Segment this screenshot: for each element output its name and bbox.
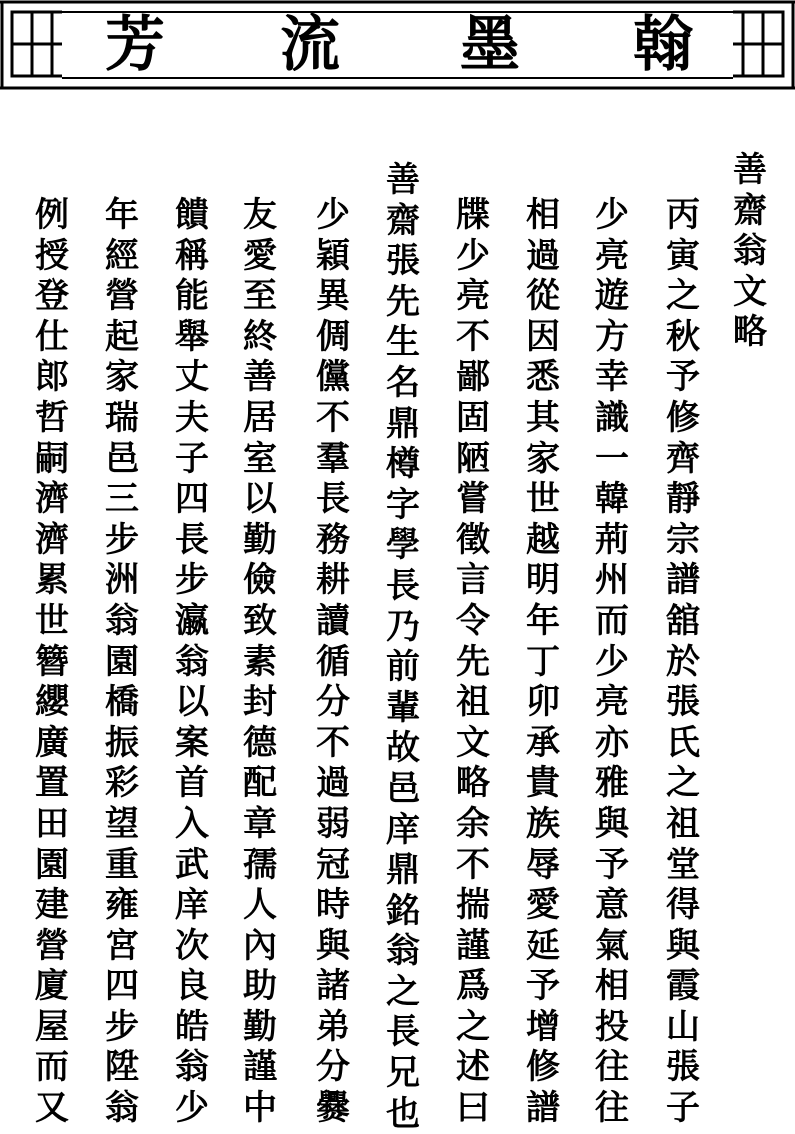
glyph: 文 bbox=[456, 722, 490, 763]
text-column bbox=[661, 195, 705, 1129]
glyph: 循 bbox=[316, 641, 350, 682]
glyph: 少 bbox=[456, 235, 490, 276]
glyph: 瑞 bbox=[105, 397, 139, 438]
glyph: 重 bbox=[105, 844, 139, 885]
glyph: 德 bbox=[243, 722, 277, 763]
text-column bbox=[100, 195, 144, 1129]
glyph: 幸 bbox=[595, 357, 629, 398]
glyph: 長 bbox=[386, 565, 420, 606]
glyph: 致 bbox=[243, 600, 277, 641]
glyph: 哲 bbox=[35, 397, 69, 438]
glyph: 嘗 bbox=[456, 479, 490, 520]
glyph: 意 bbox=[595, 885, 629, 926]
glyph: 少 bbox=[316, 195, 350, 235]
glyph: 固 bbox=[456, 397, 490, 438]
glyph: 步 bbox=[105, 1006, 139, 1047]
glyph: 齋 bbox=[733, 190, 767, 231]
title-banner bbox=[0, 0, 795, 100]
glyph: 與 bbox=[595, 803, 629, 844]
glyph: 齋 bbox=[386, 200, 420, 241]
glyph: 彩 bbox=[105, 763, 139, 804]
glyph: 田 bbox=[35, 803, 69, 844]
glyph: 簪 bbox=[35, 641, 69, 682]
glyph: 乃 bbox=[386, 606, 420, 647]
glyph: 堂 bbox=[666, 844, 700, 885]
glyph: 瀛 bbox=[175, 600, 209, 641]
glyph: 武 bbox=[175, 844, 209, 885]
glyph: 世 bbox=[526, 479, 560, 520]
glyph: 授 bbox=[35, 235, 69, 276]
glyph: 略 bbox=[733, 312, 767, 353]
glyph: 越 bbox=[526, 519, 560, 560]
glyph: 陋 bbox=[456, 438, 490, 479]
glyph: 族 bbox=[526, 803, 560, 844]
glyph: 廈 bbox=[35, 966, 69, 1007]
text-column bbox=[170, 195, 214, 1129]
vertical-text-body bbox=[0, 150, 795, 1134]
glyph: 起 bbox=[105, 316, 139, 357]
glyph: 舘 bbox=[666, 600, 700, 641]
glyph: 置 bbox=[35, 763, 69, 804]
glyph: 以 bbox=[175, 682, 209, 723]
glyph: 庠 bbox=[386, 809, 420, 850]
glyph: 少 bbox=[175, 1088, 209, 1129]
right-fret-ornament bbox=[733, 12, 783, 76]
glyph: 丈 bbox=[175, 357, 209, 398]
glyph: 亮 bbox=[595, 235, 629, 276]
title-char-1: 芳 bbox=[105, 10, 165, 80]
glyph: 揣 bbox=[456, 885, 490, 926]
glyph: 庠 bbox=[175, 885, 209, 926]
text-column bbox=[451, 195, 495, 1129]
glyph: 張 bbox=[666, 1047, 700, 1088]
glyph: 室 bbox=[243, 438, 277, 479]
glyph: 辱 bbox=[526, 844, 560, 885]
glyph: 因 bbox=[526, 316, 560, 357]
glyph: 冠 bbox=[316, 844, 350, 885]
glyph: 其 bbox=[526, 397, 560, 438]
glyph: 丁 bbox=[526, 641, 560, 682]
glyph: 雅 bbox=[595, 763, 629, 804]
glyph: 過 bbox=[526, 235, 560, 276]
text-column bbox=[30, 195, 74, 1129]
glyph: 勤 bbox=[243, 1006, 277, 1047]
glyph: 齊 bbox=[666, 438, 700, 479]
glyph: 過 bbox=[316, 763, 350, 804]
glyph: 於 bbox=[666, 641, 700, 682]
glyph: 營 bbox=[35, 925, 69, 966]
glyph: 時 bbox=[316, 885, 350, 926]
glyph: 饋 bbox=[175, 195, 209, 235]
glyph: 步 bbox=[105, 519, 139, 560]
glyph: 識 bbox=[595, 397, 629, 438]
glyph: 不 bbox=[456, 316, 490, 357]
glyph: 皓 bbox=[175, 1006, 209, 1047]
glyph: 投 bbox=[595, 1006, 629, 1047]
glyph: 之 bbox=[666, 763, 700, 804]
glyph: 亦 bbox=[595, 722, 629, 763]
glyph: 爲 bbox=[456, 966, 490, 1007]
heading-column bbox=[728, 150, 772, 353]
glyph: 鼎 bbox=[386, 850, 420, 891]
glyph: 長 bbox=[386, 1012, 420, 1053]
glyph: 故 bbox=[386, 728, 420, 769]
text-column bbox=[381, 160, 425, 1134]
glyph: 世 bbox=[35, 600, 69, 641]
glyph: 氏 bbox=[666, 722, 700, 763]
glyph: 友 bbox=[243, 195, 277, 235]
glyph: 振 bbox=[105, 722, 139, 763]
text-column bbox=[311, 195, 355, 1129]
glyph: 學 bbox=[386, 525, 420, 566]
glyph: 悉 bbox=[526, 357, 560, 398]
glyph: 諸 bbox=[316, 966, 350, 1007]
glyph: 輩 bbox=[386, 687, 420, 728]
glyph: 廣 bbox=[35, 722, 69, 763]
glyph: 相 bbox=[526, 195, 560, 235]
glyph: 務 bbox=[316, 519, 350, 560]
glyph: 山 bbox=[666, 1006, 700, 1047]
glyph: 令 bbox=[456, 600, 490, 641]
glyph: 鼎 bbox=[386, 403, 420, 444]
glyph: 封 bbox=[243, 682, 277, 723]
glyph: 一 bbox=[595, 438, 629, 479]
glyph: 章 bbox=[243, 803, 277, 844]
glyph: 之 bbox=[386, 971, 420, 1012]
glyph: 譜 bbox=[526, 1088, 560, 1129]
glyph: 登 bbox=[35, 276, 69, 317]
glyph: 邑 bbox=[105, 438, 139, 479]
glyph: 園 bbox=[35, 844, 69, 885]
glyph: 之 bbox=[456, 1006, 490, 1047]
glyph: 而 bbox=[595, 600, 629, 641]
glyph: 嗣 bbox=[35, 438, 69, 479]
glyph: 儻 bbox=[316, 357, 350, 398]
glyph: 羣 bbox=[316, 438, 350, 479]
glyph: 名 bbox=[386, 362, 420, 403]
glyph: 文 bbox=[733, 271, 767, 312]
glyph: 年 bbox=[105, 195, 139, 235]
glyph: 橋 bbox=[105, 682, 139, 723]
glyph: 人 bbox=[243, 885, 277, 926]
glyph: 長 bbox=[175, 519, 209, 560]
glyph: 纓 bbox=[35, 682, 69, 723]
glyph: 儉 bbox=[243, 560, 277, 601]
glyph: 建 bbox=[35, 885, 69, 926]
glyph: 仕 bbox=[35, 316, 69, 357]
glyph: 翁 bbox=[733, 231, 767, 272]
glyph: 牒 bbox=[456, 195, 490, 235]
glyph: 譜 bbox=[666, 560, 700, 601]
glyph: 州 bbox=[595, 560, 629, 601]
glyph: 孺 bbox=[243, 844, 277, 885]
title-char-3: 墨 bbox=[460, 10, 520, 80]
glyph: 言 bbox=[456, 560, 490, 601]
glyph: 長 bbox=[316, 479, 350, 520]
glyph: 靜 bbox=[666, 479, 700, 520]
glyph: 不 bbox=[316, 397, 350, 438]
glyph: 謹 bbox=[243, 1047, 277, 1088]
glyph: 貴 bbox=[526, 763, 560, 804]
glyph: 予 bbox=[595, 844, 629, 885]
glyph: 首 bbox=[175, 763, 209, 804]
glyph: 濟 bbox=[35, 479, 69, 520]
glyph: 也 bbox=[386, 1093, 420, 1134]
glyph: 良 bbox=[175, 966, 209, 1007]
glyph: 中 bbox=[243, 1088, 277, 1129]
text-column bbox=[521, 195, 565, 1129]
glyph: 稱 bbox=[175, 235, 209, 276]
glyph: 卯 bbox=[526, 682, 560, 723]
glyph: 翁 bbox=[105, 600, 139, 641]
glyph: 述 bbox=[456, 1047, 490, 1088]
glyph: 張 bbox=[666, 682, 700, 723]
glyph: 讀 bbox=[316, 600, 350, 641]
glyph: 翁 bbox=[386, 931, 420, 972]
glyph: 內 bbox=[243, 925, 277, 966]
glyph: 邑 bbox=[386, 768, 420, 809]
glyph: 愛 bbox=[526, 885, 560, 926]
glyph: 得 bbox=[666, 885, 700, 926]
glyph: 少 bbox=[595, 195, 629, 235]
glyph: 濟 bbox=[35, 519, 69, 560]
glyph: 丙 bbox=[666, 195, 700, 235]
glyph: 夫 bbox=[175, 397, 209, 438]
glyph: 終 bbox=[243, 316, 277, 357]
glyph: 與 bbox=[666, 925, 700, 966]
glyph: 荊 bbox=[595, 519, 629, 560]
title-char-4: 翰 bbox=[633, 10, 693, 80]
glyph: 倜 bbox=[316, 316, 350, 357]
glyph: 家 bbox=[526, 438, 560, 479]
glyph: 至 bbox=[243, 276, 277, 317]
glyph: 秋 bbox=[666, 316, 700, 357]
glyph: 子 bbox=[175, 438, 209, 479]
glyph: 不 bbox=[456, 844, 490, 885]
glyph: 曰 bbox=[456, 1088, 490, 1129]
left-fret-ornament bbox=[12, 12, 62, 76]
glyph: 翁 bbox=[175, 1047, 209, 1088]
glyph: 年 bbox=[526, 600, 560, 641]
glyph: 霞 bbox=[666, 966, 700, 1007]
glyph: 分 bbox=[316, 1047, 350, 1088]
glyph: 方 bbox=[595, 316, 629, 357]
glyph: 宗 bbox=[666, 519, 700, 560]
glyph: 字 bbox=[386, 484, 420, 525]
glyph: 異 bbox=[316, 276, 350, 317]
glyph: 徵 bbox=[456, 519, 490, 560]
glyph: 先 bbox=[456, 641, 490, 682]
glyph: 張 bbox=[386, 241, 420, 282]
glyph: 家 bbox=[105, 357, 139, 398]
glyph: 營 bbox=[105, 276, 139, 317]
glyph: 爨 bbox=[316, 1088, 350, 1129]
glyph: 四 bbox=[105, 966, 139, 1007]
glyph: 以 bbox=[243, 479, 277, 520]
glyph: 素 bbox=[243, 641, 277, 682]
glyph: 亮 bbox=[595, 682, 629, 723]
glyph: 鄙 bbox=[456, 357, 490, 398]
glyph: 往 bbox=[595, 1047, 629, 1088]
glyph: 屋 bbox=[35, 1006, 69, 1047]
glyph: 配 bbox=[243, 763, 277, 804]
title-char-2: 流 bbox=[280, 10, 340, 80]
glyph: 韓 bbox=[595, 479, 629, 520]
glyph: 愛 bbox=[243, 235, 277, 276]
glyph: 案 bbox=[175, 722, 209, 763]
glyph: 子 bbox=[666, 1088, 700, 1129]
glyph: 與 bbox=[316, 925, 350, 966]
glyph: 經 bbox=[105, 235, 139, 276]
glyph: 能 bbox=[175, 276, 209, 317]
glyph: 祖 bbox=[666, 803, 700, 844]
glyph: 承 bbox=[526, 722, 560, 763]
glyph: 三 bbox=[105, 479, 139, 520]
glyph: 翁 bbox=[175, 641, 209, 682]
glyph: 生 bbox=[386, 322, 420, 363]
glyph: 勤 bbox=[243, 519, 277, 560]
glyph: 宮 bbox=[105, 925, 139, 966]
glyph: 之 bbox=[666, 276, 700, 317]
glyph: 望 bbox=[105, 803, 139, 844]
glyph: 不 bbox=[316, 722, 350, 763]
glyph: 分 bbox=[316, 682, 350, 723]
glyph: 略 bbox=[456, 763, 490, 804]
glyph: 少 bbox=[595, 641, 629, 682]
glyph: 善 bbox=[733, 150, 767, 190]
glyph: 修 bbox=[666, 397, 700, 438]
glyph: 前 bbox=[386, 647, 420, 688]
glyph: 修 bbox=[526, 1047, 560, 1088]
glyph: 弱 bbox=[316, 803, 350, 844]
glyph: 增 bbox=[526, 1006, 560, 1047]
glyph: 次 bbox=[175, 925, 209, 966]
glyph: 陞 bbox=[105, 1047, 139, 1088]
glyph: 銘 bbox=[386, 890, 420, 931]
glyph: 又 bbox=[35, 1088, 69, 1129]
glyph: 亮 bbox=[456, 276, 490, 317]
glyph: 延 bbox=[526, 925, 560, 966]
glyph: 舉 bbox=[175, 316, 209, 357]
glyph: 寅 bbox=[666, 235, 700, 276]
glyph: 往 bbox=[595, 1088, 629, 1129]
glyph: 穎 bbox=[316, 235, 350, 276]
glyph: 累 bbox=[35, 560, 69, 601]
glyph: 助 bbox=[243, 966, 277, 1007]
glyph: 翁 bbox=[105, 1088, 139, 1129]
glyph: 謹 bbox=[456, 925, 490, 966]
glyph: 洲 bbox=[105, 560, 139, 601]
glyph: 相 bbox=[595, 966, 629, 1007]
glyph: 兄 bbox=[386, 1053, 420, 1094]
glyph: 樽 bbox=[386, 444, 420, 485]
glyph: 步 bbox=[175, 560, 209, 601]
glyph: 予 bbox=[666, 357, 700, 398]
glyph: 園 bbox=[105, 641, 139, 682]
text-column bbox=[238, 195, 282, 1129]
glyph: 四 bbox=[175, 479, 209, 520]
glyph: 居 bbox=[243, 397, 277, 438]
glyph: 弟 bbox=[316, 1006, 350, 1047]
glyph: 明 bbox=[526, 560, 560, 601]
glyph: 善 bbox=[386, 160, 420, 200]
glyph: 予 bbox=[526, 966, 560, 1007]
glyph: 耕 bbox=[316, 560, 350, 601]
glyph: 先 bbox=[386, 281, 420, 322]
glyph: 遊 bbox=[595, 276, 629, 317]
glyph: 氣 bbox=[595, 925, 629, 966]
glyph: 余 bbox=[456, 803, 490, 844]
glyph: 例 bbox=[35, 195, 69, 235]
glyph: 雍 bbox=[105, 885, 139, 926]
glyph: 祖 bbox=[456, 682, 490, 723]
glyph: 郎 bbox=[35, 357, 69, 398]
glyph: 從 bbox=[526, 276, 560, 317]
glyph: 入 bbox=[175, 803, 209, 844]
text-column bbox=[590, 195, 634, 1129]
glyph: 而 bbox=[35, 1047, 69, 1088]
glyph: 善 bbox=[243, 357, 277, 398]
